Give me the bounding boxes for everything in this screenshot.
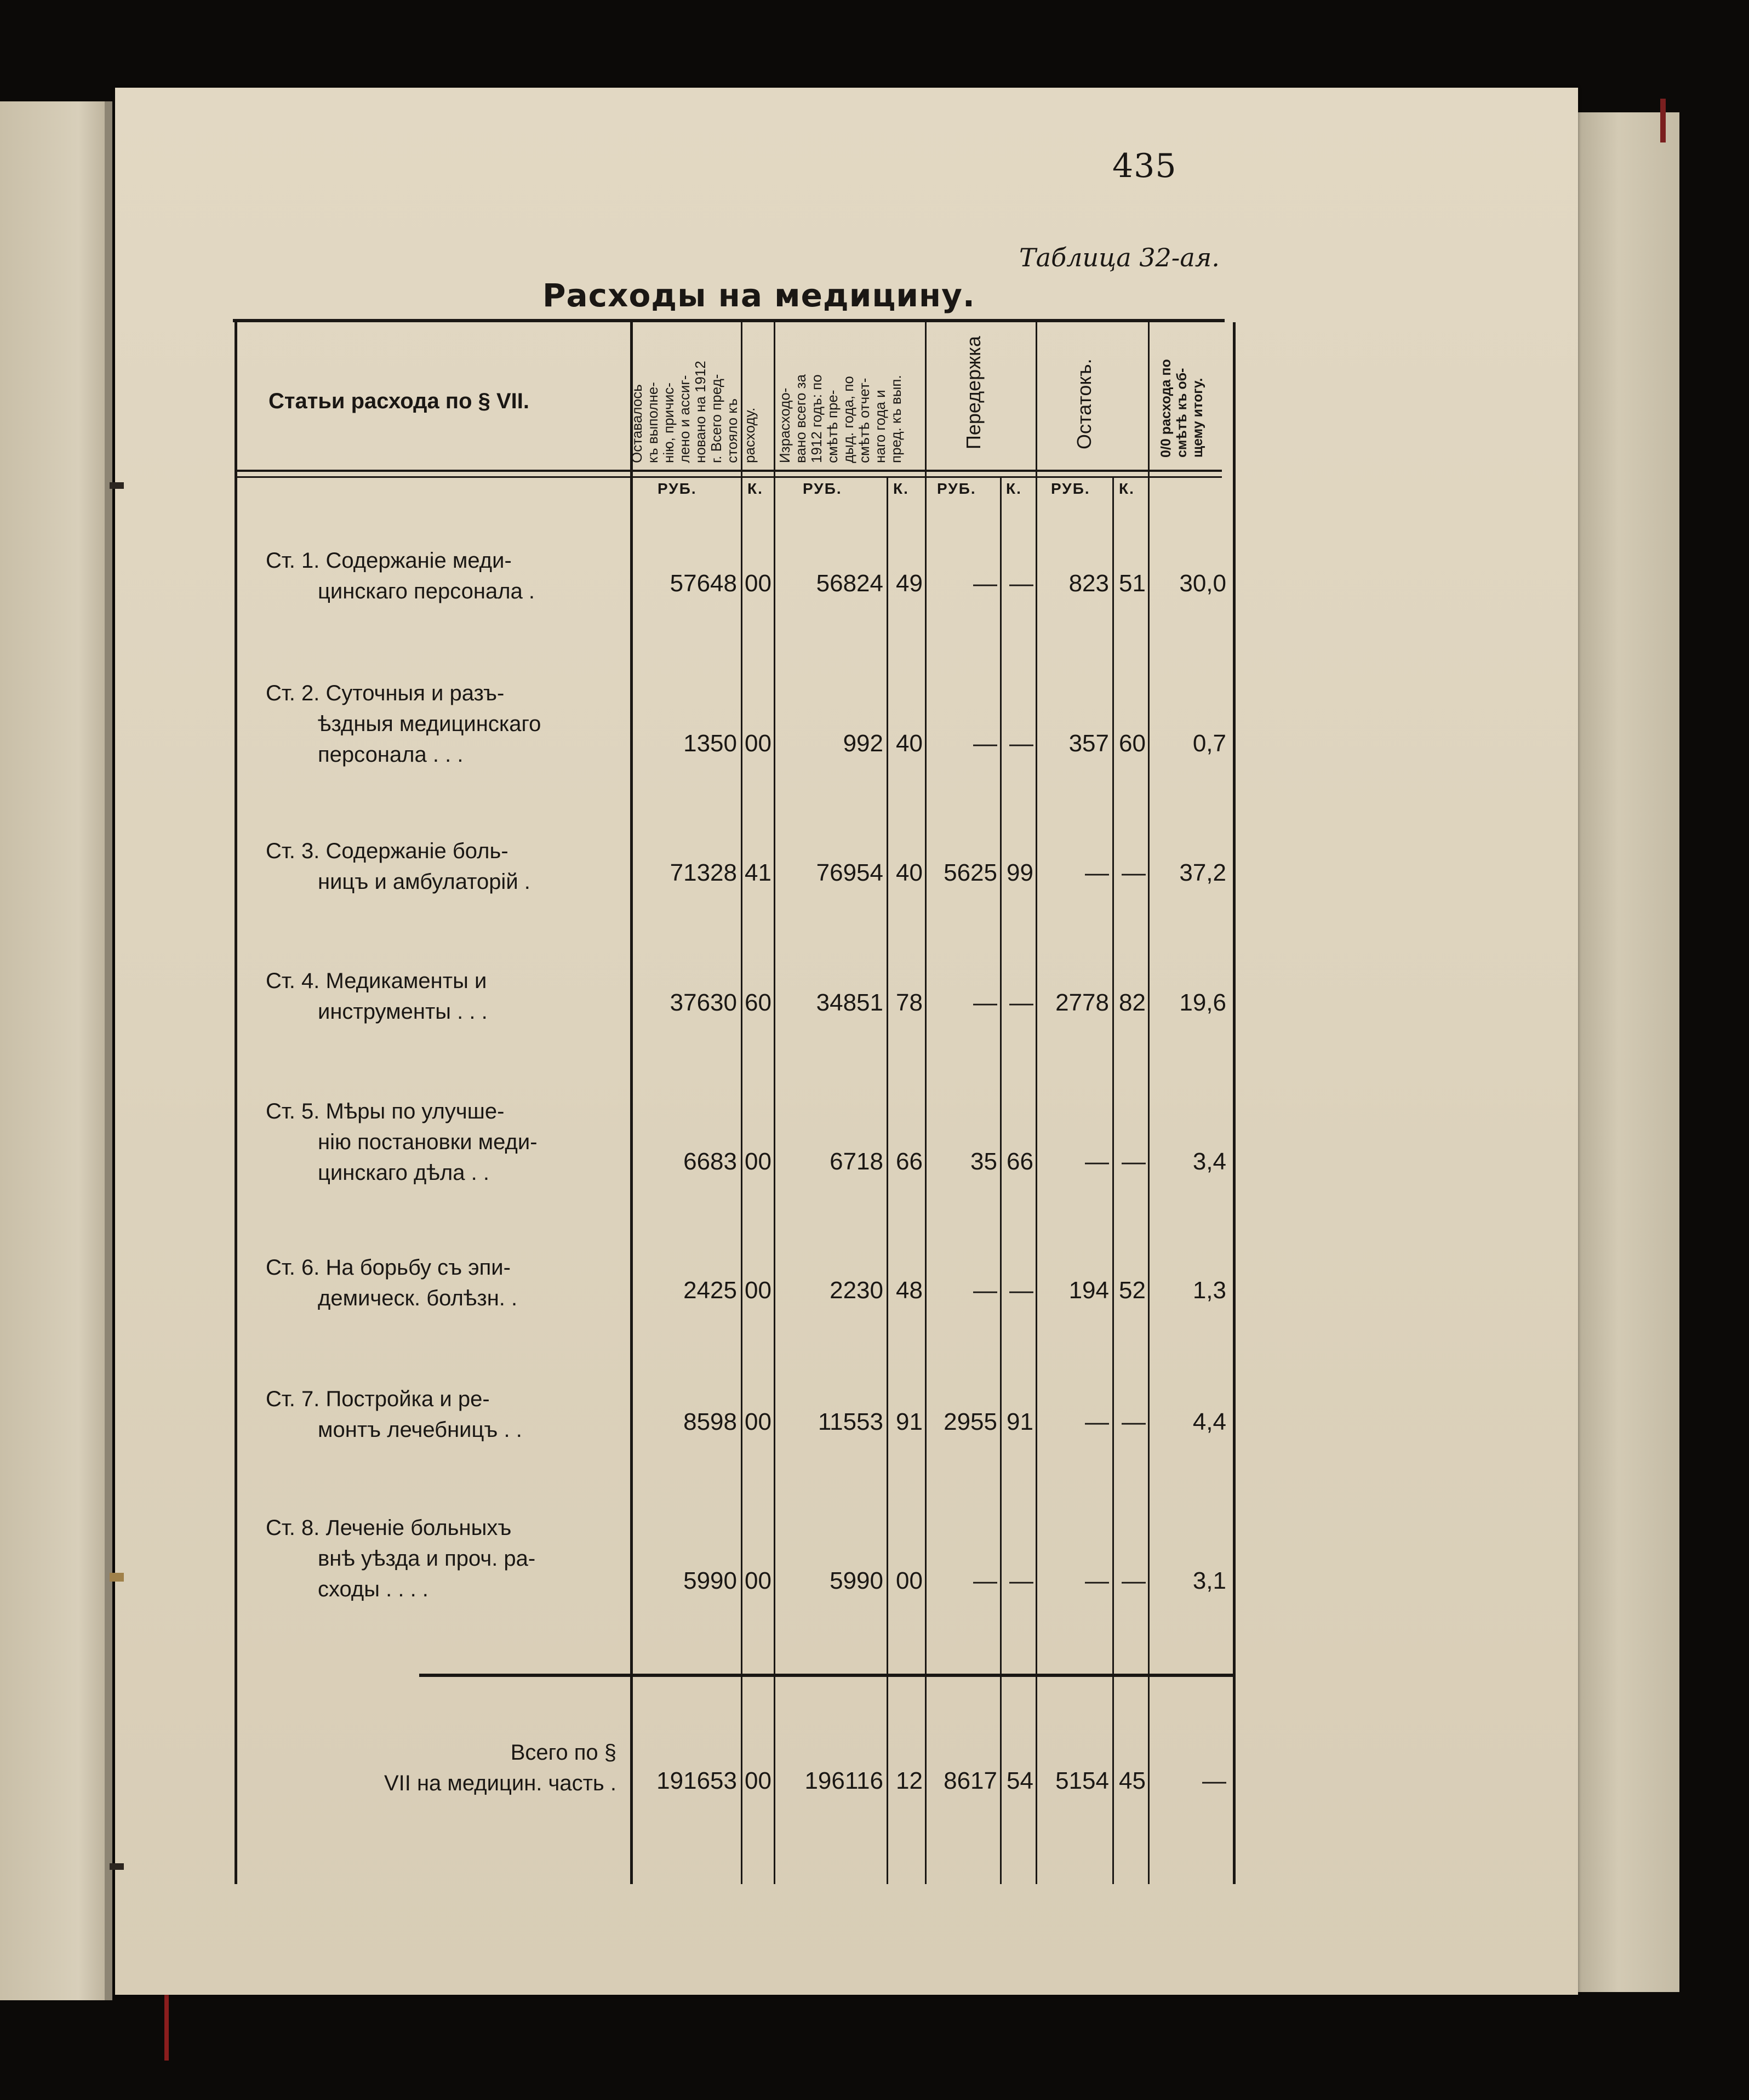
- cell-c4k: —: [1122, 859, 1146, 886]
- column-divider-items: [630, 322, 633, 1884]
- cell-c4r: 823: [1068, 570, 1109, 597]
- row-label: [266, 1252, 622, 1314]
- row-label-line: Ст. 2. Суточныя и разъ-: [266, 681, 505, 705]
- row-label-line: Всего по §: [510, 1741, 616, 1765]
- row-label-line: ницъ и амбулаторій .: [318, 870, 530, 894]
- cell-pct: 19,6: [1179, 989, 1226, 1016]
- total-rule: [419, 1674, 1233, 1677]
- cell-c4k: —: [1122, 1408, 1146, 1435]
- header-col1-line: къ выполне-: [644, 382, 661, 463]
- table-label: Таблица 32-ая.: [1019, 243, 1220, 272]
- row-label-line: внѣ уѣзда и проч. ра-: [318, 1547, 536, 1571]
- cell-c1r: 8598: [683, 1408, 737, 1435]
- cell-c1k: 00: [745, 1148, 771, 1175]
- unit-rub-col4: РУБ.: [1051, 480, 1090, 497]
- row-label: [266, 545, 622, 607]
- cell-c3k: —: [1009, 1277, 1033, 1304]
- total-cell-c1r: 191653: [656, 1767, 737, 1794]
- header-col1-line: нію, причис-: [660, 383, 677, 463]
- cell-c2r: 2230: [830, 1277, 883, 1304]
- header-col4-text: Остатокъ.: [1073, 358, 1095, 449]
- cell-pct: 1,3: [1192, 1277, 1226, 1304]
- cell-c3k: 99: [1007, 859, 1033, 886]
- unit-rub-col3: РУБ.: [937, 480, 976, 497]
- cell-c1r: 6683: [683, 1148, 737, 1175]
- row-label-line: монтъ лечебницъ . .: [318, 1418, 522, 1442]
- cell-c4k: —: [1122, 1148, 1146, 1175]
- column-divider-c3k: [1000, 477, 1002, 1884]
- cell-c4r: —: [1085, 859, 1109, 886]
- cell-c3r: —: [973, 989, 997, 1016]
- header-col5-line: щему итогу.: [1190, 378, 1205, 458]
- cell-c4r: 194: [1068, 1277, 1109, 1304]
- row-label-line: ѣздныя медицинскаго: [318, 712, 541, 736]
- cell-c2r: 5990: [830, 1567, 883, 1594]
- cell-c2k: 91: [896, 1408, 923, 1435]
- header-col3-text: Передержка: [962, 336, 985, 449]
- row-label-line: VII на медицин. часть .: [384, 1771, 616, 1795]
- cell-pct: 4,4: [1192, 1408, 1226, 1435]
- cell-c2r: 6718: [830, 1148, 883, 1175]
- header-col2-line: 1912 годъ: по: [808, 374, 825, 463]
- row-label: [266, 1384, 622, 1445]
- cell-c4r: —: [1085, 1148, 1109, 1175]
- cell-c1r: 5990: [683, 1567, 737, 1594]
- cell-c3r: 5625: [944, 859, 997, 886]
- total-cell-c3k: 54: [1007, 1767, 1033, 1794]
- row-label: [266, 836, 622, 897]
- header-col4: [1073, 318, 1095, 449]
- cell-c2k: 49: [896, 570, 923, 597]
- total-cell-pct: —: [1202, 1767, 1226, 1794]
- cell-c2k: 78: [896, 989, 923, 1016]
- column-divider-c4k: [1112, 477, 1114, 1884]
- header-col1: [629, 332, 740, 463]
- header-rule-second: [236, 476, 1222, 478]
- cell-c4k: —: [1122, 1567, 1146, 1594]
- bookmark-ribbon: [1660, 99, 1666, 142]
- cell-c3r: —: [973, 730, 997, 757]
- column-divider-c5: [1148, 322, 1150, 1884]
- cell-c4k: 51: [1119, 570, 1146, 597]
- cell-c3k: —: [1009, 1567, 1033, 1594]
- row-label: [266, 1096, 622, 1188]
- cell-c3r: 2955: [944, 1408, 997, 1435]
- header-col2-line: пред. къ вып.: [888, 375, 904, 463]
- cell-c2r: 11553: [818, 1408, 883, 1435]
- cell-c1r: 2425: [683, 1277, 737, 1304]
- cell-c1k: 00: [745, 1277, 771, 1304]
- cell-c1r: 1350: [683, 730, 737, 757]
- cell-c4k: 82: [1119, 989, 1146, 1016]
- cell-c3r: —: [973, 570, 997, 597]
- binding-clip-2: [110, 1573, 124, 1582]
- header-col1-line: г. Всего пред-: [708, 374, 724, 463]
- header-col3: [962, 318, 985, 449]
- cell-c3r: 35: [970, 1148, 997, 1175]
- header-col2-line: вано всего за: [792, 374, 809, 463]
- cell-c2k: 66: [896, 1148, 923, 1175]
- header-col2-line: дыд. года, по: [840, 376, 856, 463]
- page-gutter: [105, 101, 112, 2000]
- unit-kop-col1: К.: [747, 480, 763, 497]
- cell-c1r: 71328: [670, 859, 737, 886]
- total-label: [266, 1737, 622, 1799]
- header-col2-line: наго года и: [872, 390, 888, 463]
- cell-c4k: 60: [1119, 730, 1146, 757]
- unit-rub-col1: РУБ.: [658, 480, 697, 497]
- cell-c1r: 57648: [670, 570, 737, 597]
- header-col5-line: 0/0 расхода по: [1158, 359, 1174, 458]
- cell-c4r: —: [1085, 1408, 1109, 1435]
- row-label: [266, 678, 622, 770]
- unit-rub-col2: РУБ.: [803, 480, 842, 497]
- row-label-line: демическ. болѣзн. .: [318, 1286, 518, 1310]
- cell-c4r: —: [1085, 1567, 1109, 1594]
- cell-c2k: 48: [896, 1277, 923, 1304]
- column-divider-c2k: [887, 477, 888, 1884]
- row-label-line: сходы . . . .: [318, 1577, 428, 1601]
- cell-c1k: 00: [745, 1408, 771, 1435]
- header-col1-line: Оставалось: [628, 384, 645, 463]
- header-rule: [236, 470, 1222, 472]
- binding-clip-3: [110, 1863, 124, 1870]
- total-cell-c4k: 45: [1119, 1767, 1146, 1794]
- binding-clip-1: [110, 482, 124, 489]
- header-col1-line: стояло къ: [724, 398, 740, 463]
- cell-c2k: 00: [896, 1567, 923, 1594]
- cell-c2r: 992: [843, 730, 883, 757]
- row-label-line: Ст. 6. На борьбу съ эпи-: [266, 1256, 511, 1280]
- bookmark-ribbon-bottom: [164, 1995, 169, 2061]
- row-label-line: цинскаго дѣла . .: [318, 1161, 489, 1185]
- cell-pct: 3,4: [1192, 1148, 1226, 1175]
- page-title: Расходы на медицину.: [542, 277, 975, 314]
- cell-c2r: 76954: [816, 859, 883, 886]
- header-col1-line: лено и ассиг-: [676, 375, 693, 463]
- row-label-line: нію постановки меди-: [318, 1130, 538, 1154]
- cell-c3k: —: [1009, 989, 1033, 1016]
- column-divider-c3: [925, 322, 927, 1884]
- row-label-line: Ст. 4. Медикаменты и: [266, 969, 487, 993]
- column-divider-c1k: [741, 322, 742, 1884]
- row-label-line: цинскаго персонала .: [318, 579, 535, 603]
- cell-c2r: 56824: [816, 570, 883, 597]
- cell-c3k: —: [1009, 570, 1033, 597]
- unit-kop-col4: К.: [1119, 480, 1135, 497]
- cell-c1k: 00: [745, 570, 771, 597]
- total-cell-c3r: 8617: [944, 1767, 997, 1794]
- cell-c3k: 66: [1007, 1148, 1033, 1175]
- column-divider-c2: [774, 322, 775, 1884]
- unit-kop-col3: К.: [1006, 480, 1022, 497]
- row-label-line: инструменты . . .: [318, 1000, 488, 1024]
- header-col2-line: Израсходо-: [776, 387, 793, 463]
- page-number: 435: [1112, 147, 1177, 185]
- cell-c2r: 34851: [816, 989, 883, 1016]
- unit-kop-col2: К.: [893, 480, 909, 497]
- header-col2-line: смѣтѣ пре-: [824, 390, 841, 463]
- total-cell-c4r: 5154: [1055, 1767, 1109, 1794]
- cell-c4r: 357: [1068, 730, 1109, 757]
- right-page-stack: [1578, 112, 1679, 1992]
- row-label-line: Ст. 7. Постройка и ре-: [266, 1387, 490, 1411]
- cell-c4k: 52: [1119, 1277, 1146, 1304]
- total-cell-c2r: 196116: [804, 1767, 883, 1794]
- cell-c3r: —: [973, 1277, 997, 1304]
- header-items: Статьи расхода по § VII.: [268, 389, 529, 413]
- row-label-line: Ст. 8. Леченіе больныхъ: [266, 1516, 512, 1540]
- cell-c1k: 00: [745, 730, 771, 757]
- header-col5: [1158, 326, 1206, 458]
- header-col1b: [742, 332, 758, 463]
- header-col1-line: новано на 1912: [692, 361, 708, 463]
- cell-c2k: 40: [896, 730, 923, 757]
- left-page-edge: [0, 101, 112, 2000]
- cell-c1k: 00: [745, 1567, 771, 1594]
- header-col1-line: расходу.: [741, 407, 758, 463]
- cell-c2k: 40: [896, 859, 923, 886]
- cell-c1r: 37630: [670, 989, 737, 1016]
- row-label: [266, 1513, 622, 1605]
- table-left-border: [235, 322, 237, 1884]
- row-label-line: Ст. 3. Содержаніе боль-: [266, 839, 508, 863]
- column-divider-c4: [1036, 322, 1037, 1884]
- cell-pct: 3,1: [1192, 1567, 1226, 1594]
- header-col2-line: смѣтѣ отчет-: [856, 378, 872, 463]
- row-label: [266, 966, 622, 1027]
- cell-c3k: —: [1009, 730, 1033, 757]
- header-col2: [777, 332, 904, 463]
- total-cell-c2k: 12: [896, 1767, 923, 1794]
- row-label-line: Ст. 1. Содержаніе меди-: [266, 549, 512, 573]
- row-label-line: персонала . . .: [318, 743, 464, 767]
- cell-c3k: 91: [1007, 1408, 1033, 1435]
- cell-c3r: —: [973, 1567, 997, 1594]
- row-label-line: Ст. 5. Мѣры по улучше-: [266, 1099, 505, 1123]
- cell-c1k: 60: [745, 989, 771, 1016]
- cell-c1k: 41: [745, 859, 771, 886]
- header-col5-line: смѣтѣ къ об-: [1174, 368, 1190, 458]
- cell-pct: 30,0: [1179, 570, 1226, 597]
- table-right-border: [1233, 322, 1236, 1884]
- cell-pct: 0,7: [1192, 730, 1226, 757]
- cell-c4r: 2778: [1055, 989, 1109, 1016]
- total-cell-c1k: 00: [745, 1767, 771, 1794]
- cell-pct: 37,2: [1179, 859, 1226, 886]
